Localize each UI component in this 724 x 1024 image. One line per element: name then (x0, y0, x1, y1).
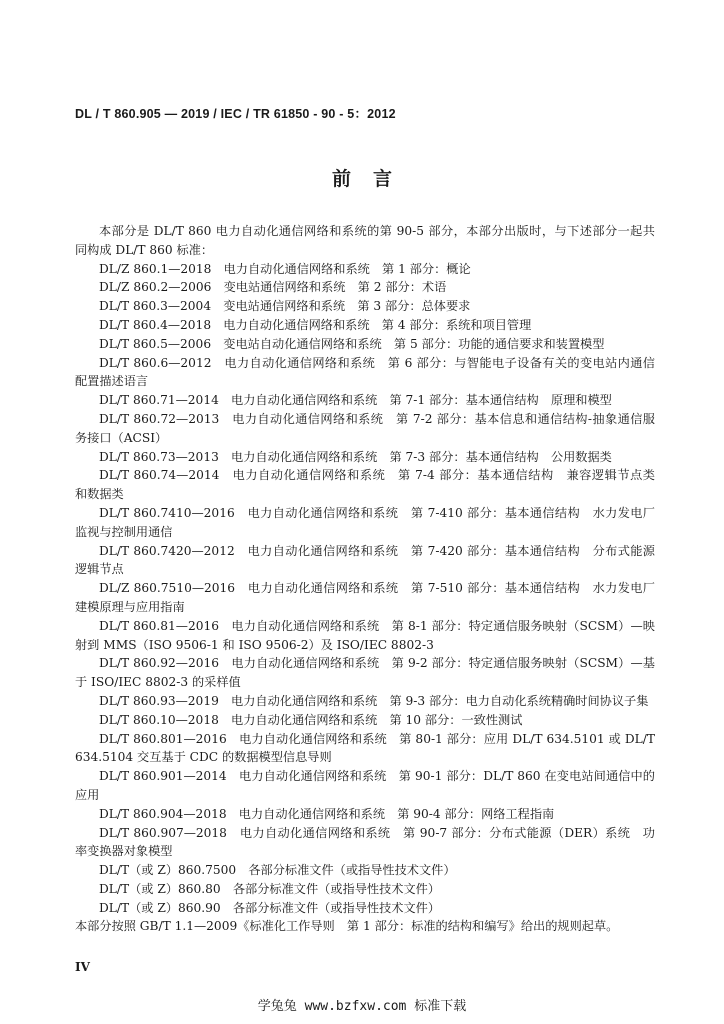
text-line: 监视与控制用通信 (75, 524, 173, 539)
text-line: 务接口（ACSI） (75, 430, 168, 445)
text-line: DL/T 860.4—2018 电力自动化通信网络和系统 第 4 部分：系统和项目管理 (99, 317, 532, 332)
page-title: 前言 (331, 168, 414, 190)
text-line: 逻辑节点 (75, 562, 124, 577)
text-line: 于 ISO/IEC 8802-3 的采样值 (75, 675, 241, 690)
text-line: DL/Z 860.2—2006 变电站通信网络和系统 第 2 部分：术语 (99, 280, 447, 295)
text-line: DL/T（或 Z）860.90 各部分标准文件（或指导性技术文件） (99, 900, 441, 915)
page-number: IV (75, 960, 90, 974)
text-line: 和数据类 (75, 487, 124, 502)
text-line: DL/T 860.801—2016 电力自动化通信网络和系统 第 80-1 部分：应用 DL/T 634.5101 或 DL/T (99, 731, 655, 746)
text-line: 建模原理与应用指南 (75, 599, 185, 614)
text-line: DL/T 860.7420—2012 电力自动化通信网络和系统 第 7-420 部分：基本通信结构 分布式能源 (99, 543, 655, 558)
watermark-footer: 学兔兔 www.bzfxw.com 标准下载 (257, 999, 467, 1014)
text-line: DL/T 860.3—2004 变电站通信网络和系统 第 3 部分：总体要求 (99, 299, 471, 314)
text-line: DL/T 860.81—2016 电力自动化通信网络和系统 第 8-1 部分：特定通信服务映射（SCSM）—映 (99, 618, 655, 633)
text-line: DL/T 860.73—2013 电力自动化通信网络和系统 第 7-3 部分：基本通信结构 公用数据类 (99, 449, 612, 464)
text-line: DL/T 860.907—2018 电力自动化通信网络和系统 第 90-7 部分：分布式能源（DER）系统 功 (99, 825, 655, 840)
text-line: 率变换器对象模型 (75, 844, 173, 859)
text-line: 本部分按照 GB/T 1.1—2009《标准化工作导则 第 1 部分：标准的结构和编写》给出的规则起草。 (75, 919, 619, 934)
text-line: 应用 (75, 787, 100, 802)
text-line: 本部分是 DL/T 860 电力自动化通信网络和系统的第 90-5 部分，本部分出版时，与下述部分一起共 (99, 224, 655, 238)
text-line: DL/T 860.93—2019 电力自动化通信网络和系统 第 9-3 部分：电力自动化系统精确时间协议子集 (99, 693, 649, 708)
text-line: DL/T 860.71—2014 电力自动化通信网络和系统 第 7-1 部分：基本通信结构 原理和模型 (99, 393, 612, 408)
text-line: DL/T 860.7410—2016 电力自动化通信网络和系统 第 7-410 部分：基本通信结构 水力发电厂 (99, 505, 655, 520)
text-line: DL/T 860.10—2018 电力自动化通信网络和系统 第 10 部分：一致性测试 (99, 712, 523, 727)
text-line: DL/T 860.901—2014 电力自动化通信网络和系统 第 90-1 部分：DL/T 860 在变电站间通信中的 (99, 769, 655, 784)
text-line: 射到 MMS（ISO 9506-1 和 ISO 9506-2）及 ISO/IEC 8802-3 (75, 637, 434, 652)
document-header: DL / T 860.905 — 2019 / IEC / TR 61850 - 90 - 5：2012 (75, 107, 396, 121)
text-line: 同构成 DL/T 860 标准： (75, 242, 214, 257)
text-line: DL/Z 860.7510—2016 电力自动化通信网络和系统 第 7-510 部分：基本通信结构 水力发电厂 (99, 581, 655, 596)
text-line: DL/T 860.5—2006 变电站自动化通信网络和系统 第 5 部分：功能的通信要求和装置模型 (99, 336, 605, 351)
text-line: 634.5104 交互基于 CDC 的数据模型信息导则 (75, 750, 332, 765)
text-line: DL/Z 860.1—2018 电力自动化通信网络和系统 第 1 部分：概论 (99, 261, 471, 276)
text-line: DL/T 860.6—2012 电力自动化通信网络和系统 第 6 部分：与智能电子设备有关的变电站内通信 (99, 355, 655, 370)
text-line: DL/T 860.92—2016 电力自动化通信网络和系统 第 9-2 部分：特定通信服务映射（SCSM）—基 (99, 656, 655, 671)
text-line: DL/T 860.72—2013 电力自动化通信网络和系统 第 7-2 部分：基本信息和通信结构-抽象通信服 (99, 411, 655, 426)
foreword-body (75, 222, 655, 936)
text-line: DL/T 860.74—2014 电力自动化通信网络和系统 第 7-4 部分：基本通信结构 兼容逻辑节点类 (99, 468, 655, 483)
text-line: DL/T（或 Z）860.7500 各部分标准文件（或指导性技术文件） (99, 863, 456, 878)
text-line: DL/T 860.904—2018 电力自动化通信网络和系统 第 90-4 部分：网络工程指南 (99, 806, 555, 821)
text-line: 配置描述语言 (75, 374, 149, 389)
text-line: DL/T（或 Z）860.80 各部分标准文件（或指导性技术文件） (99, 881, 441, 896)
